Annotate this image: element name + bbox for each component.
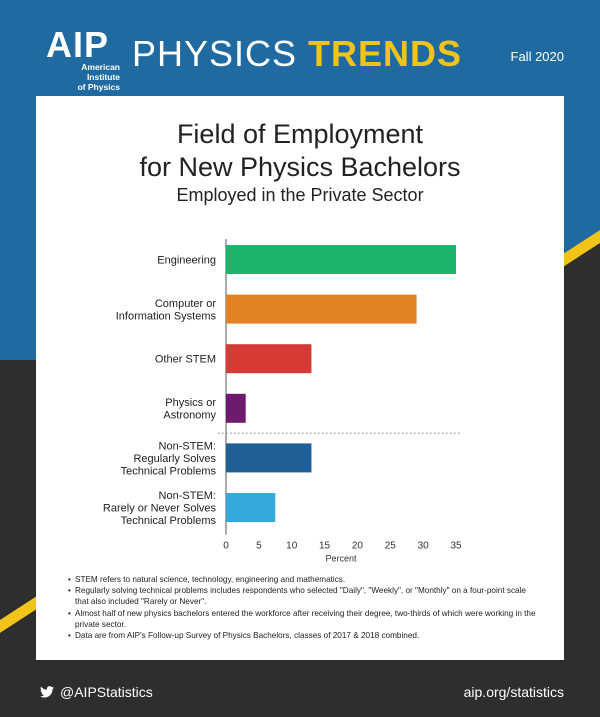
season-label: Fall 2020 bbox=[510, 49, 564, 64]
note-item: • Data are from AIP's Follow-up Survey of Physics Bachelors, classes of 2017 & 2018 combined. bbox=[68, 630, 538, 641]
x-tick-label: 5 bbox=[256, 540, 262, 552]
aip-logo-subtext-2: of Physics bbox=[77, 82, 120, 92]
x-tick-label: 10 bbox=[286, 540, 298, 552]
x-tick-label: 30 bbox=[417, 540, 429, 552]
x-tick-label: 0 bbox=[223, 540, 229, 552]
brand-trends: TRENDS bbox=[308, 33, 463, 74]
aip-logo[interactable] bbox=[46, 24, 120, 92]
category-label: Non-STEM: Regularly Solves Technical Problems bbox=[120, 440, 216, 478]
chart-title-line-2: for New Physics Bachelors bbox=[139, 152, 461, 182]
brand-physics: PHYSICS bbox=[132, 33, 309, 74]
aip-logo-text: AIP bbox=[46, 24, 110, 65]
category-label: Computer or Information Systems bbox=[115, 297, 216, 323]
category-label: Non-STEM: Rarely or Never Solves Technical Problems bbox=[102, 490, 216, 527]
x-tick-label: 35 bbox=[450, 540, 462, 552]
x-axis-label: Percent bbox=[325, 553, 357, 564]
twitter-bird-icon bbox=[40, 686, 54, 698]
chart-title-line-1: Field of Employment bbox=[176, 119, 424, 149]
header bbox=[0, 0, 600, 90]
category-label: Engineering bbox=[157, 254, 216, 267]
brand-title bbox=[132, 34, 462, 74]
bar-chart bbox=[36, 226, 564, 566]
twitter-handle: @AIPStatistics bbox=[60, 684, 153, 700]
aip-logo-subtext-1: American Institute bbox=[81, 62, 120, 82]
note-item: • STEM refers to natural science, technology, engineering and mathematics. bbox=[68, 574, 538, 585]
bar bbox=[226, 295, 417, 324]
bar bbox=[226, 344, 311, 373]
category-label: Other STEM bbox=[154, 353, 216, 366]
x-tick-label: 15 bbox=[319, 540, 331, 552]
chart-title bbox=[36, 118, 564, 184]
bar bbox=[226, 394, 246, 423]
note-item: • Almost half of new physics bachelors entered the workforce after receiving their degree, two-thirds of which were working in the private sector. bbox=[68, 608, 538, 630]
bar bbox=[226, 245, 456, 274]
chart-notes bbox=[68, 574, 538, 641]
bar bbox=[226, 493, 275, 522]
twitter-link[interactable] bbox=[40, 684, 153, 700]
x-tick-label: 25 bbox=[384, 540, 396, 552]
x-tick-label: 20 bbox=[351, 540, 363, 552]
chart-card bbox=[36, 96, 564, 660]
chart-subtitle: Employed in the Private Sector bbox=[176, 185, 424, 205]
note-item: • Regularly solving technical problems includes respondents who selected "Daily", "Weekly", or "Monthly" on a four-point scale that also included "Rarely or Never". bbox=[68, 585, 538, 607]
website-link[interactable]: aip.org/statistics bbox=[463, 684, 564, 700]
bar bbox=[226, 443, 311, 472]
category-label: Physics or Astronomy bbox=[163, 397, 216, 422]
